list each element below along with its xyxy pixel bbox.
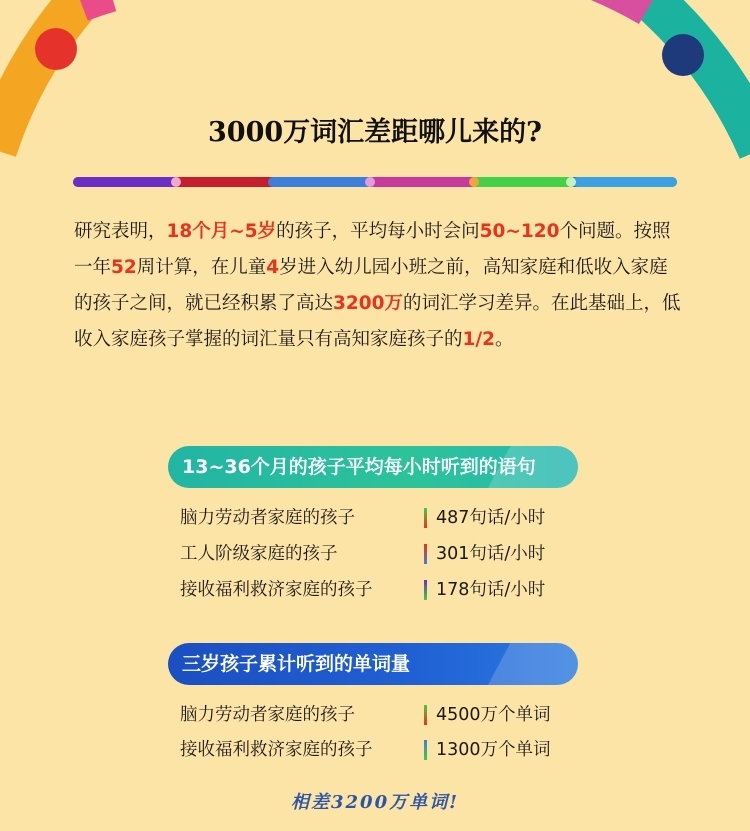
section1-banner	[168, 446, 578, 488]
intro-highlight: 3200万	[333, 293, 404, 314]
section1-row	[180, 574, 600, 606]
row-value: 4500万个单词	[436, 705, 551, 725]
row-label: 工人阶级家庭的孩子	[180, 544, 338, 564]
intro-highlight: 50~120	[479, 221, 560, 242]
row-label: 接收福利救济家庭的孩子	[180, 580, 373, 600]
intro-paragraph	[74, 214, 684, 358]
intro-text: 周计算，在儿童	[136, 257, 267, 278]
row-divider-bar	[424, 580, 427, 600]
section2-heading: 三岁孩子累计听到的单词量	[182, 653, 411, 675]
intro-highlight: 18个月~5岁	[166, 221, 277, 242]
row-divider-bar	[424, 544, 427, 564]
row-value: 178句话/小时	[436, 580, 546, 600]
row-value: 1300万个单词	[436, 740, 551, 760]
intro-text: 研究表明，	[74, 221, 167, 242]
footer-slogan: 相差3200万单词!	[291, 792, 459, 813]
banner-facet-decoration	[488, 643, 578, 685]
intro-text: 的词汇学习差异。在此基础上，低收入家庭孩子掌握的词汇量只有高知家庭孩子的	[74, 293, 681, 350]
section2-row	[180, 734, 600, 766]
row-label: 脑力劳动者家庭的孩子	[180, 705, 355, 725]
intro-text: 的孩子，平均每小时会问	[276, 221, 480, 242]
row-label: 脑力劳动者家庭的孩子	[180, 508, 355, 528]
intro-highlight: 1/2	[462, 329, 496, 350]
page-title: 3000万词汇差距哪儿来的?	[208, 117, 542, 148]
rainbow-divider	[73, 176, 677, 188]
intro-text: 个问题。按照一年	[74, 221, 671, 278]
intro-highlight: 4	[266, 257, 280, 278]
row-label: 接收福利救济家庭的孩子	[180, 740, 373, 760]
section2-banner	[168, 643, 578, 685]
section1-row	[180, 502, 600, 534]
intro-highlight: 52	[111, 257, 137, 278]
row-divider-bar	[424, 740, 427, 760]
intro-text: 岁进入幼儿园小班之前，高知家庭和低收入家庭的孩子之间，就已经积累了高达	[74, 257, 668, 314]
row-divider-bar	[424, 508, 427, 528]
intro-text: 。	[495, 329, 514, 350]
row-value: 301句话/小时	[436, 544, 546, 564]
row-value: 487句话/小时	[436, 508, 546, 528]
row-divider-bar	[424, 705, 427, 725]
section1-heading: 13~36个月的孩子平均每小时听到的语句	[182, 456, 536, 478]
section1-row	[180, 538, 600, 570]
section2-row	[180, 699, 600, 731]
